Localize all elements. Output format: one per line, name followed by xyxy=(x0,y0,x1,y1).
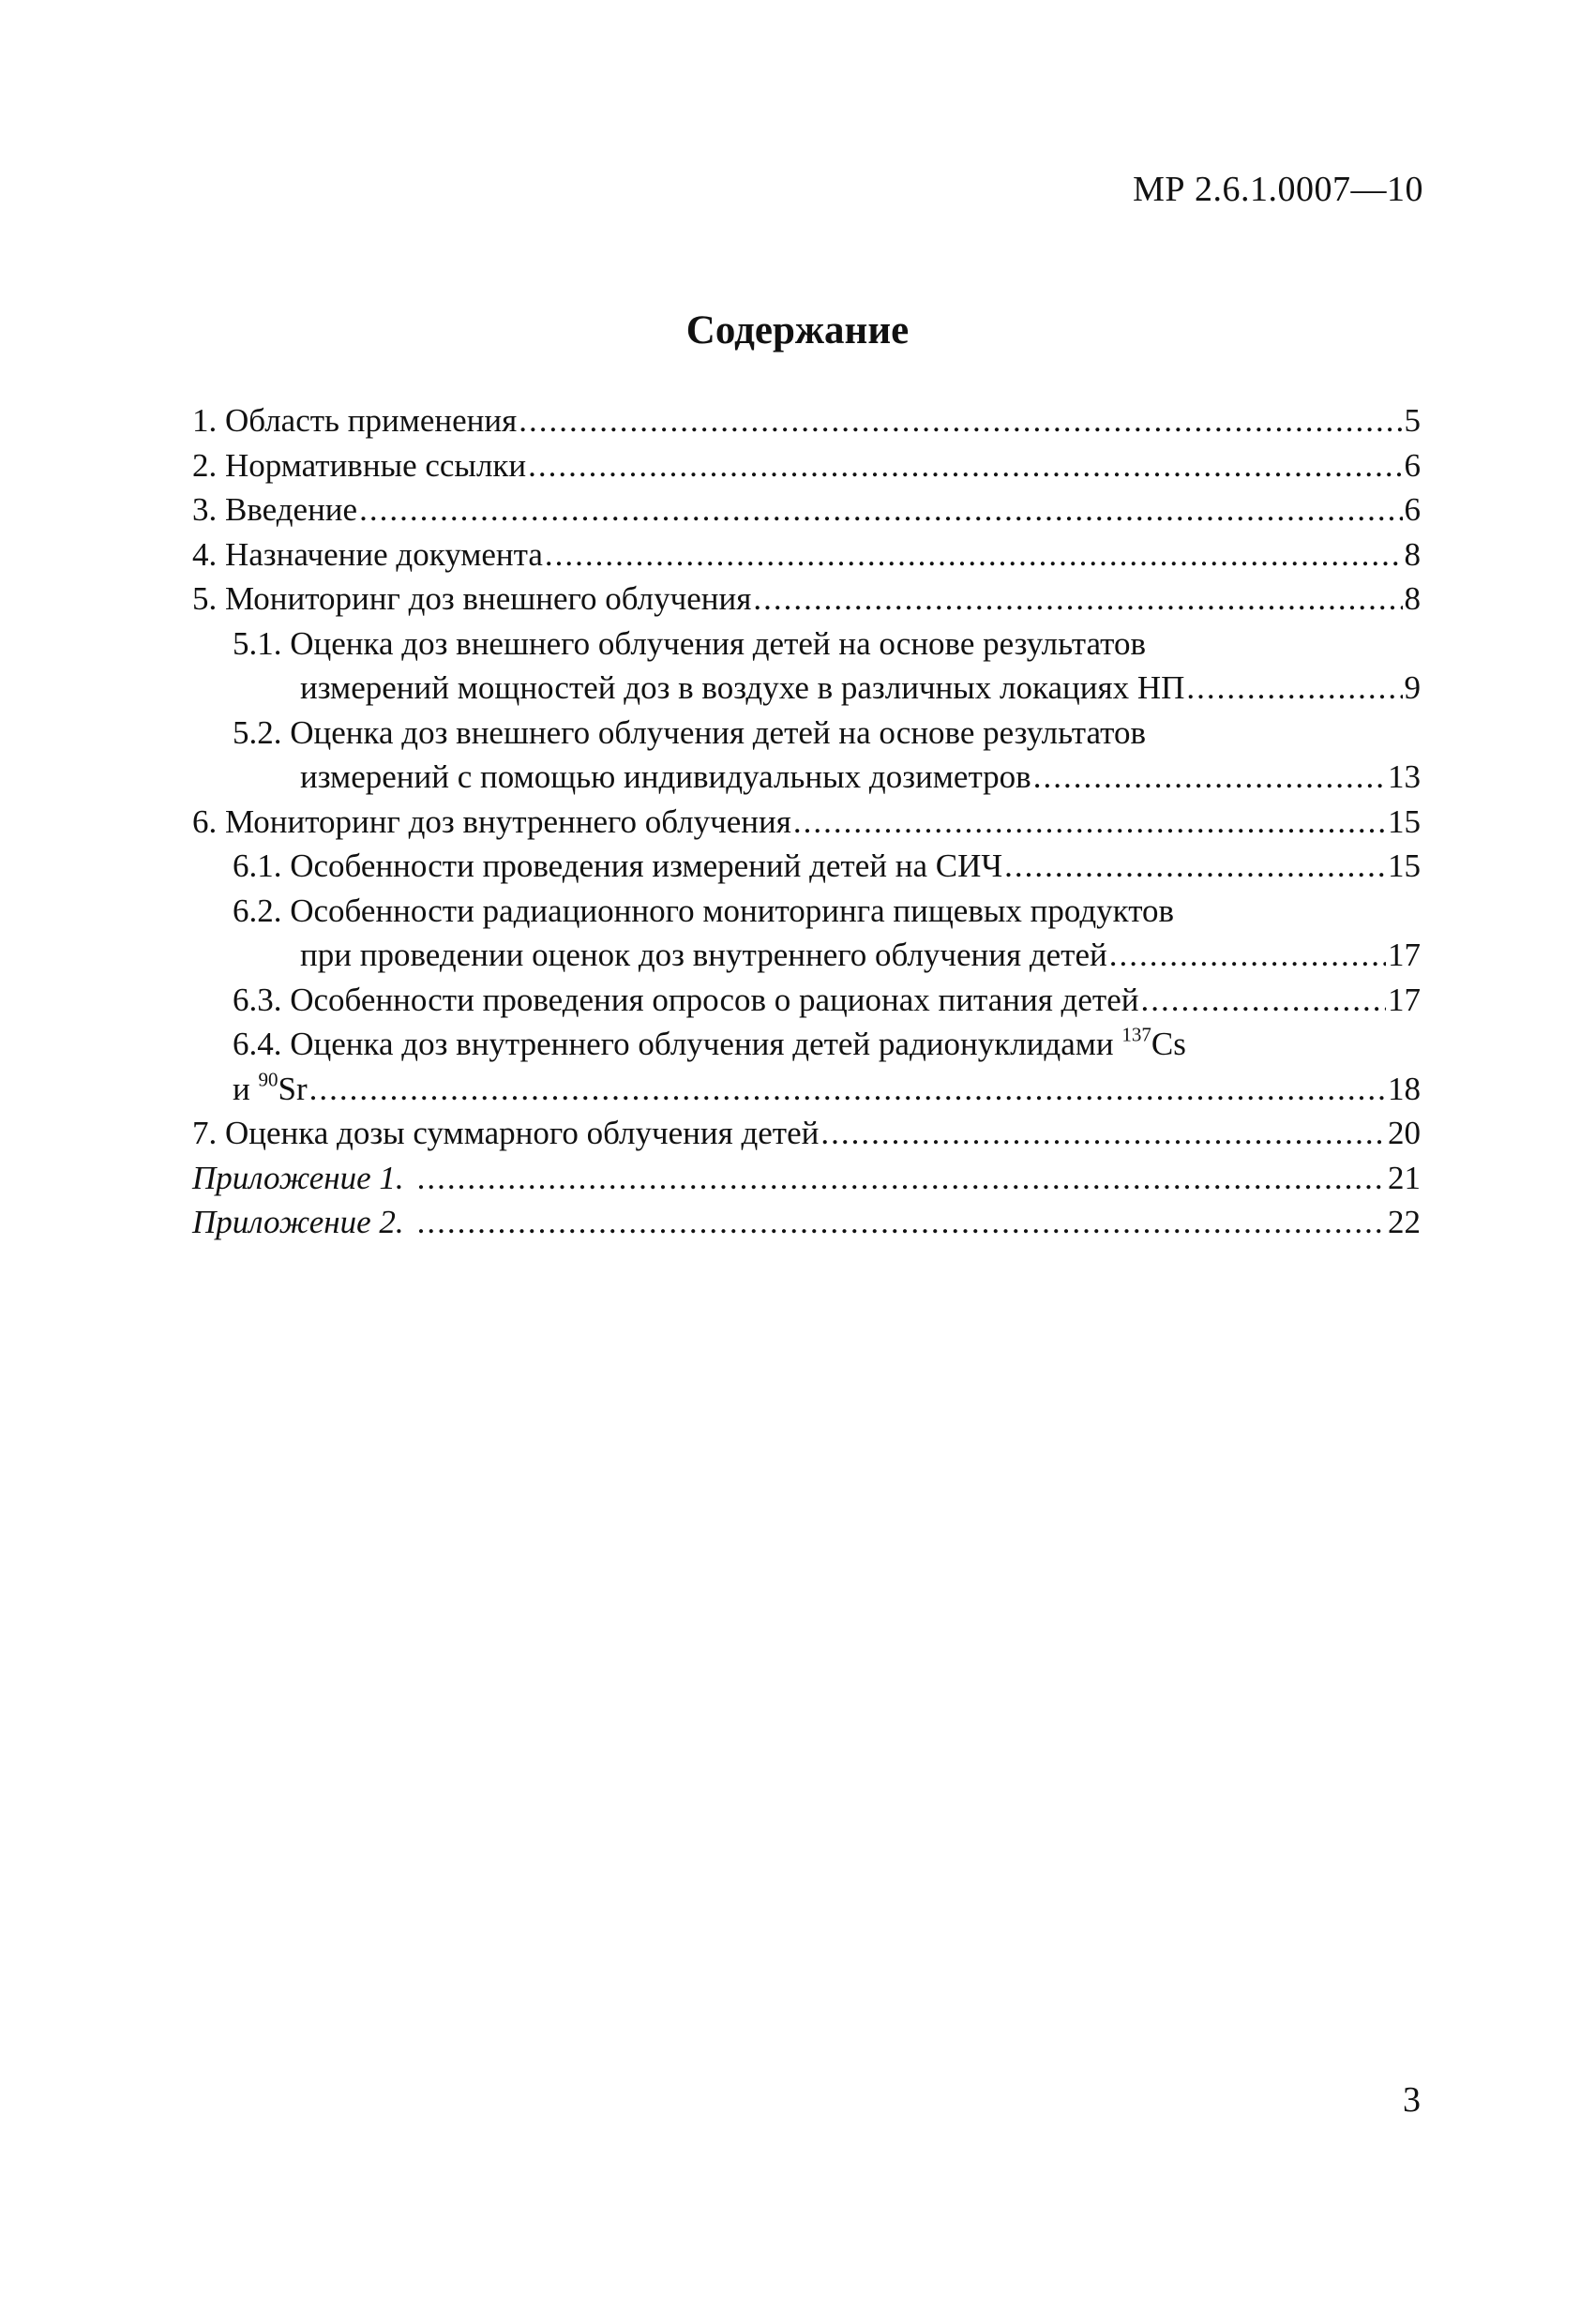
isotope-mass-number: 137 xyxy=(1121,1023,1151,1046)
toc-entry-2[interactable] xyxy=(192,443,1421,488)
toc-page-number: 9 xyxy=(1404,669,1421,706)
toc-leader-dots xyxy=(1186,666,1402,711)
toc-page-number: 17 xyxy=(1388,981,1421,1018)
toc-leader-dots xyxy=(519,398,1402,443)
toc-leader-dots xyxy=(793,800,1386,845)
toc-entry-label-line1 xyxy=(192,1022,1421,1067)
toc-leader-dots xyxy=(309,1067,1386,1112)
toc-entry-label-line1: 6.2. Особенности радиационного мониторинга пищевых продуктов xyxy=(233,892,1175,929)
isotope-symbol: Cs xyxy=(1151,1026,1186,1062)
table-of-contents xyxy=(192,398,1421,1245)
toc-entry-7[interactable] xyxy=(192,1111,1421,1156)
toc-entry-label-text: 6.4. Оценка доз внутреннего облучения детей радионуклидами xyxy=(233,1026,1114,1062)
toc-leader-dots xyxy=(820,1111,1386,1156)
toc-page-number: 6 xyxy=(1404,491,1421,528)
toc-leader-dots xyxy=(417,1156,1386,1201)
toc-entry-5-2[interactable] xyxy=(192,711,1421,800)
toc-entry-6-2[interactable] xyxy=(192,889,1421,978)
toc-entry-4[interactable] xyxy=(192,532,1421,577)
toc-leader-dots xyxy=(1140,978,1386,1023)
toc-entry-label: Приложение 2. xyxy=(192,1204,404,1240)
toc-entry-label-line2 xyxy=(233,1067,308,1112)
toc-entry-appendix-1[interactable] xyxy=(192,1156,1421,1201)
page-number: 3 xyxy=(1403,2080,1421,2120)
toc-entry-label: Приложение 1. xyxy=(192,1159,404,1196)
toc-leader-dots xyxy=(528,443,1402,488)
toc-page-number: 8 xyxy=(1404,535,1421,573)
toc-entry-label: 5. Мониторинг доз внешнего облучения xyxy=(192,580,752,617)
toc-entry-label: 6. Мониторинг доз внутреннего облучения xyxy=(192,802,791,840)
toc-entry-6-1[interactable] xyxy=(192,844,1421,889)
document-code: МР 2.6.1.0007—10 xyxy=(1133,170,1423,209)
toc-page-number: 22 xyxy=(1388,1204,1421,1240)
toc-entry-6[interactable] xyxy=(192,800,1421,845)
toc-entry-6-3[interactable] xyxy=(192,978,1421,1023)
toc-page-number: 8 xyxy=(1404,580,1421,617)
toc-entry-label: 7. Оценка дозы суммарного облучения детей xyxy=(192,1115,820,1151)
toc-leader-dots xyxy=(1004,844,1386,889)
toc-page-number: 5 xyxy=(1404,402,1421,439)
toc-entry-3[interactable] xyxy=(192,487,1421,532)
toc-title: Содержание xyxy=(685,308,910,352)
toc-entry-label-line1: 5.2. Оценка доз внешнего облучения детей на основе результатов xyxy=(233,713,1146,751)
toc-page-number: 6 xyxy=(1404,446,1421,484)
toc-entry-label-line2: измерений мощностей доз в воздухе в различных локациях НП xyxy=(300,669,1185,706)
toc-page-number: 21 xyxy=(1388,1159,1421,1196)
toc-entry-5[interactable] xyxy=(192,577,1421,622)
toc-page-number: 17 xyxy=(1388,937,1421,973)
toc-entry-label: 6.3. Особенности проведения опросов о рационах питания детей xyxy=(233,981,1139,1018)
toc-leader-dots xyxy=(545,532,1403,577)
toc-entry-appendix-2[interactable] xyxy=(192,1200,1421,1245)
toc-page-number: 18 xyxy=(1388,1070,1421,1107)
toc-leader-dots xyxy=(359,487,1402,532)
toc-entry-label: 4. Назначение документа xyxy=(192,535,543,573)
toc-entry-label: 2. Нормативные ссылки xyxy=(192,446,527,484)
toc-entry-label: 1. Область применения xyxy=(192,402,518,439)
toc-leader-dots xyxy=(753,577,1402,622)
toc-entry-label-line2: измерений с помощью индивидуальных дозиметров xyxy=(300,758,1031,795)
toc-page-number: 20 xyxy=(1388,1115,1421,1151)
toc-leader-dots xyxy=(417,1200,1386,1245)
toc-page-number: 13 xyxy=(1388,758,1421,795)
conjunction-text: и xyxy=(233,1070,250,1107)
isotope-mass-number: 90 xyxy=(258,1067,278,1090)
toc-entry-5-1[interactable] xyxy=(192,622,1421,711)
toc-entry-6-4[interactable] xyxy=(192,1022,1421,1111)
toc-entry-label-line2: при проведении оценок доз внутреннего облучения детей xyxy=(300,937,1107,973)
toc-page-number: 15 xyxy=(1388,802,1421,840)
isotope-symbol: Sr xyxy=(278,1070,308,1107)
toc-leader-dots xyxy=(1033,755,1386,800)
toc-leader-dots xyxy=(1109,933,1386,978)
toc-page-number: 15 xyxy=(1388,847,1421,884)
toc-entry-label: 3. Введение xyxy=(192,491,358,528)
toc-entry-label-line1: 5.1. Оценка доз внешнего облучения детей на основе результатов xyxy=(233,624,1146,662)
toc-entry-label: 6.1. Особенности проведения измерений детей на СИЧ xyxy=(233,847,1003,884)
toc-entry-1[interactable] xyxy=(192,398,1421,443)
